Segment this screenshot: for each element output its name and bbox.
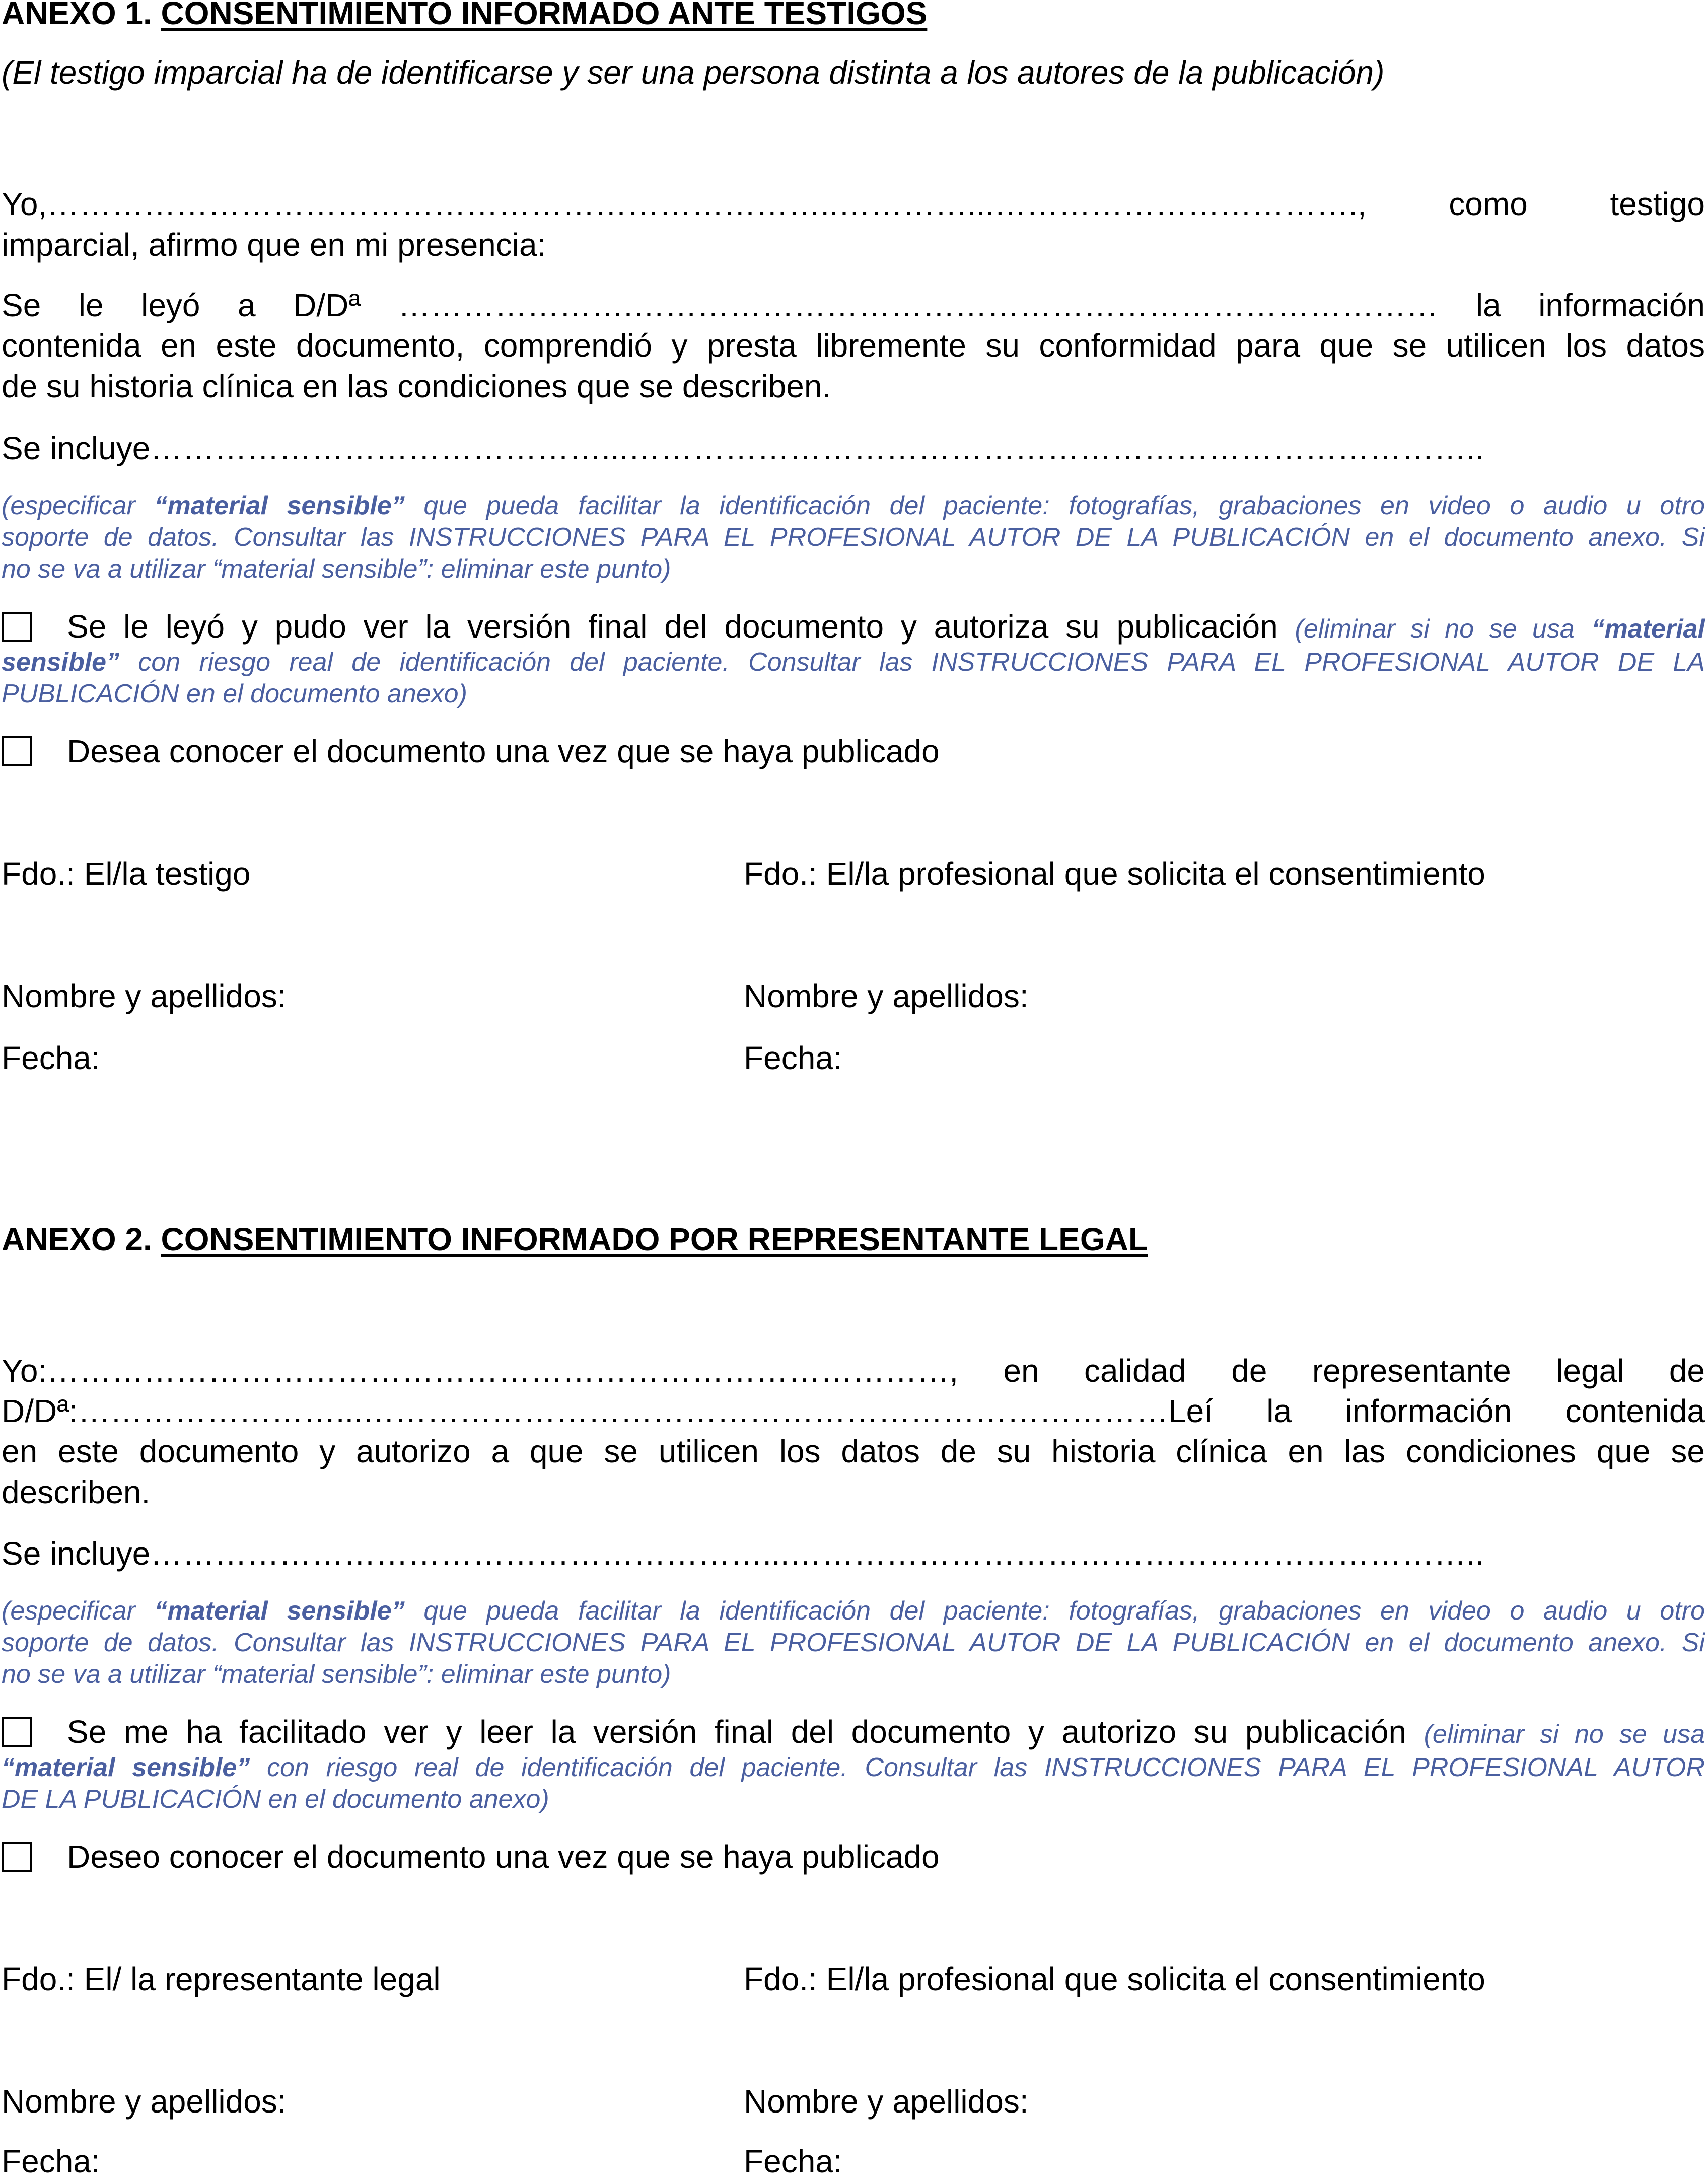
annex1-yo-end: como testigo (1449, 186, 1705, 222)
annex1-incluye-line: Se incluye……………………………………...…………………………………………………………………….. (2, 430, 1484, 466)
annex2-yo-line2 (2, 1391, 1705, 1432)
annex1-check1-note2-rest: con riesgo real de identificación del paciente. Consultar las INSTRUCCIONES PARA EL PROFESIONAL AUTOR DE LA (138, 648, 1705, 677)
annex2-yo-line4: describen. (2, 1474, 151, 1510)
annex1-note-prefix: (especificar (2, 491, 135, 520)
annex2-checkbox-know-document[interactable] (2, 1842, 32, 1872)
annex1-title-prefix: ANEXO 1. (2, 0, 152, 31)
annex1-yo-line2: imparcial, afirmo que en mi presencia: (2, 227, 546, 263)
annex1-name-left: Nombre y apellidos: (2, 978, 287, 1014)
annex1-check1-note-b: “material (1591, 614, 1705, 644)
annex2-check1-text: Se me ha facilitado ver y leer la versión final del documento y autorizo su publicación (67, 1714, 1407, 1750)
annex1-date-right: Fecha: (744, 1040, 842, 1076)
annex2-checkbox-final-version[interactable] (2, 1717, 32, 1747)
annex1-yo-line1 (2, 184, 1705, 225)
annex1-check1-note2-bold: sensible” (2, 648, 120, 677)
annex2-note-prefix: (especificar (2, 1596, 135, 1626)
annex1-check1-text: Se le leyó y pudo ver la versión final del documento y autoriza su publicación (67, 608, 1278, 645)
annex2-name-right: Nombre y apellidos: (744, 2083, 1029, 2120)
annex2-yo-end: en calidad de representante legal de (1003, 1353, 1705, 1389)
annex1-note-line2: soporte de datos. Consultar las INSTRUCCIONES PARA EL PROFESIONAL AUTOR DE LA PUBLICACIÓN en el documento anexo. Si (2, 523, 1705, 552)
annex1-title-underlined: CONSENTIMIENTO INFORMADO ANTE TESTIGOS (161, 0, 928, 31)
annex1-check1-line3: PUBLICACIÓN en el documento anexo) (2, 679, 467, 709)
annex1-check1-line1 (67, 606, 1705, 647)
annex2-check1-note2-bold: “material sensible” (2, 1753, 250, 1782)
annex1-subtitle: (El testigo imparcial ha de identificarse y ser una persona distinta a los autores de la publicación) (2, 54, 1385, 91)
annex2-note-line3: no se va a utilizar “material sensible”: eliminar este punto) (2, 1660, 671, 1689)
annex1-yo-fill-line: Yo,………………………………………………………………..…………...……………………………., (2, 186, 1367, 222)
annex1-check1-line2 (2, 646, 1705, 678)
annex1-leyo-line1 (2, 285, 1705, 326)
annex2-title-prefix: ANEXO 2. (2, 1221, 152, 1257)
annex2-yo-fill-line: Yo:…………………………………………………………………………, (2, 1353, 958, 1389)
annex1-check2-text: Desea conocer el documento una vez que se haya publicado (67, 733, 940, 769)
annex2-dd-fill-line: D/Dª:……………………...………………………………………………………………… (2, 1393, 1169, 1429)
annex2-check1-line3: DE LA PUBLICACIÓN en el documento anexo) (2, 1785, 549, 1814)
annex2-note-line1 (2, 1595, 1705, 1627)
annex2-date-left: Fecha: (2, 2143, 100, 2179)
annex2-note-bold: “material sensible” (154, 1596, 405, 1626)
annex2-check1-line2 (2, 1751, 1705, 1784)
annex2-note-rest: que pueda facilitar la identificación del paciente: fotografías, grabaciones en video o audio u otro (423, 1596, 1705, 1626)
annex1-note-rest: que pueda facilitar la identificación del paciente: fotografías, grabaciones en video o audio u otro (423, 491, 1705, 520)
annex2-note-line2: soporte de datos. Consultar las INSTRUCCIONES PARA EL PROFESIONAL AUTOR DE LA PUBLICACIÓN en el documento anexo. Si (2, 1628, 1705, 1657)
annex2-yo-line3: en este documento y autorizo a que se utilicen los datos de su historia clínica en las condiciones que se (2, 1433, 1705, 1469)
annex1-sign-left: Fdo.: El/la testigo (2, 856, 251, 892)
annex2-yo-line1 (2, 1351, 1705, 1391)
annex1-check1-note-a: (eliminar si no se usa (1295, 614, 1575, 644)
annex1-leyo-line3: de su historia clínica en las condiciones que se describen. (2, 368, 831, 404)
annex1-sign-right: Fdo.: El/la profesional que solicita el consentimiento (744, 856, 1485, 892)
annex1-title (2, 0, 1705, 34)
annex1-date-left: Fecha: (2, 1040, 100, 1076)
annex2-title-underlined: CONSENTIMIENTO INFORMADO POR REPRESENTANTE LEGAL (161, 1221, 1148, 1257)
annex2-date-right: Fecha: (744, 2143, 842, 2179)
annex1-note-line1 (2, 489, 1705, 522)
annex2-dd-end: Leí la información contenida (1168, 1393, 1705, 1429)
annex1-leyo-end: la información (1475, 287, 1705, 323)
annex2-incluye-line: Se incluye…………………………………………………...……………………………………………………….. (2, 1535, 1484, 1572)
annex1-name-right: Nombre y apellidos: (744, 978, 1029, 1014)
annex2-check2-text: Deseo conocer el documento una vez que se haya publicado (67, 1839, 940, 1875)
annex2-title (2, 1219, 1705, 1260)
annex2-sign-left: Fdo.: El/ la representante legal (2, 1961, 441, 1997)
annex2-name-left: Nombre y apellidos: (2, 2083, 287, 2120)
annex1-leyo-fill-line: Se le leyó a D/Dª ………………….………………………………………………………………… (2, 287, 1439, 323)
annex1-checkbox-know-document[interactable] (2, 736, 32, 766)
annex2-check1-line1 (67, 1712, 1705, 1752)
annex2-check1-note2-rest: con riesgo real de identificación del paciente. Consultar las INSTRUCCIONES PARA EL PROFESIONAL AUTOR (267, 1753, 1705, 1782)
annex1-leyo-line2: contenida en este documento, comprendió y presta libremente su conformidad para que se utilicen los datos (2, 327, 1705, 364)
annex2-check1-note-a: (eliminar si no se usa (1424, 1720, 1705, 1749)
annex1-checkbox-final-version[interactable] (2, 612, 32, 642)
annex2-sign-right: Fdo.: El/la profesional que solicita el consentimiento (744, 1961, 1485, 1997)
annex1-note-bold: “material sensible” (154, 491, 405, 520)
annex1-note-line3: no se va a utilizar “material sensible”: eliminar este punto) (2, 554, 671, 584)
